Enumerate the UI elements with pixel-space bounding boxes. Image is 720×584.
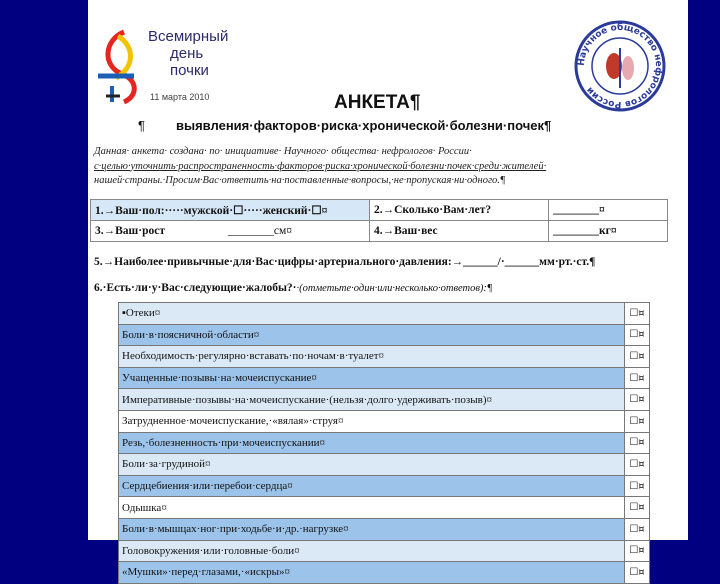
weight-field[interactable]: ________кг¤	[549, 221, 668, 242]
symptom-checkbox[interactable]: ☐¤	[625, 303, 650, 325]
symptom-checkbox[interactable]: ☐¤	[625, 367, 650, 389]
symptom-checkbox[interactable]: ☐¤	[625, 410, 650, 432]
basic-questions-table	[90, 199, 668, 242]
symptom-row[interactable]	[119, 562, 650, 584]
world-kidney-day-logo	[94, 26, 150, 106]
symptom-label: Одышка¤	[119, 497, 625, 519]
height-field[interactable]: ________см¤	[227, 225, 293, 237]
symptom-label: Боли·в·мышцах·ног·при·ходьбе·и·др.·нагрузке¤	[119, 518, 625, 540]
question-complaints: 6.·Есть·ли·у·Вас·следующие·жалобы?··(отметьте·один·или·несколько·ответов):¶	[94, 282, 493, 294]
symptom-checkbox[interactable]: ☐¤	[625, 562, 650, 584]
symptom-checkbox[interactable]: ☐¤	[625, 475, 650, 497]
symptom-row[interactable]	[119, 367, 650, 389]
symptom-label: Боли·в·поясничной·области¤	[119, 324, 625, 346]
symptom-row[interactable]	[119, 475, 650, 497]
symptom-row[interactable]	[119, 303, 650, 325]
question-weight: 4.→Ваш·вес	[370, 221, 549, 242]
symptom-checkbox[interactable]: ☐¤	[625, 324, 650, 346]
symptom-checkbox[interactable]: ☐¤	[625, 389, 650, 411]
question-height: 3.→Ваш·рост ________см¤	[91, 221, 370, 242]
logo-text: Всемирный день почки	[148, 28, 229, 79]
intro-line-2: с·целью·уточнить·распространенность·факторов·риска·хронической·болезни·почек·среди·жителей·	[94, 160, 547, 172]
symptom-label: Императивные·позывы·на·мочеиспускание·(нельзя·долго·удерживать·позыв)¤	[119, 389, 625, 411]
symptom-label: Затрудненное·мочеиспускание,·«вялая»·струя¤	[119, 410, 625, 432]
intro-text	[94, 145, 684, 189]
logo-date: 11 марта 2010	[150, 92, 210, 102]
symptom-row[interactable]	[119, 346, 650, 368]
symptom-label: «Мушки»·перед·глазами,·«искры»¤	[119, 562, 625, 584]
symptom-checkbox[interactable]: ☐¤	[625, 540, 650, 562]
symptom-row[interactable]	[119, 518, 650, 540]
nephrology-society-seal	[572, 18, 668, 114]
question-blood-pressure[interactable]: 5.→Наиболее·привычные·для·Вас·цифры·артериального·давления:→______/·______мм·рт.·ст.¶	[94, 256, 596, 268]
symptom-checkbox[interactable]: ☐¤	[625, 346, 650, 368]
seal-text: Научное общество нефрологов России	[576, 22, 664, 110]
symptom-row[interactable]	[119, 324, 650, 346]
symptom-row[interactable]	[119, 432, 650, 454]
symptom-checkbox[interactable]: ☐¤	[625, 432, 650, 454]
symptom-row[interactable]	[119, 410, 650, 432]
symptom-label: Головокружения·или·головные·боли¤	[119, 540, 625, 562]
symptom-row[interactable]	[119, 497, 650, 519]
symptom-label: ▪Отеки¤	[119, 303, 625, 325]
symptom-label: Боли·за·грудиной¤	[119, 454, 625, 476]
symptom-checkbox[interactable]: ☐¤	[625, 497, 650, 519]
symptom-label: Учащенные·позывы·на·мочеиспускание¤	[119, 367, 625, 389]
symptom-label: Резь,·болезненность·при·мочеиспускании¤	[119, 432, 625, 454]
age-field[interactable]: ________¤	[549, 200, 668, 221]
symptom-label: Сердцебиения·или·перебои·сердца¤	[119, 475, 625, 497]
page-title: АНКЕТА¶	[334, 92, 421, 113]
document-page	[88, 0, 688, 579]
question-age: 2.→Сколько·Вам·лет?	[370, 200, 549, 221]
page-subtitle: ¶ выявления·факторов·риска·хронической·болезни·почек¶	[138, 118, 552, 133]
question-complaints-note: ·(отметьте·один·или·несколько·ответов):¶	[296, 283, 493, 294]
question-sex[interactable]: 1.→Ваш·пол:·····мужской·☐·····женский·☐¤	[91, 200, 370, 221]
symptom-label: Необходимость·регулярно·вставать·по·ночам·в·туалет¤	[119, 346, 625, 368]
symptom-checkbox[interactable]: ☐¤	[625, 518, 650, 540]
symptom-row[interactable]	[119, 454, 650, 476]
symptom-row[interactable]	[119, 389, 650, 411]
symptom-checkbox[interactable]: ☐¤	[625, 454, 650, 476]
symptoms-table	[118, 302, 650, 584]
intro-line-1: Данная· анкета· создана· по· инициативе· Научного· общества· нефрологов· России·	[94, 146, 472, 157]
intro-line-3: нашей·страны.·Просим·Вас·ответить·на·поставленные·вопросы,·не·пропуская·ни·одного.¶	[94, 175, 506, 186]
symptom-row[interactable]	[119, 540, 650, 562]
